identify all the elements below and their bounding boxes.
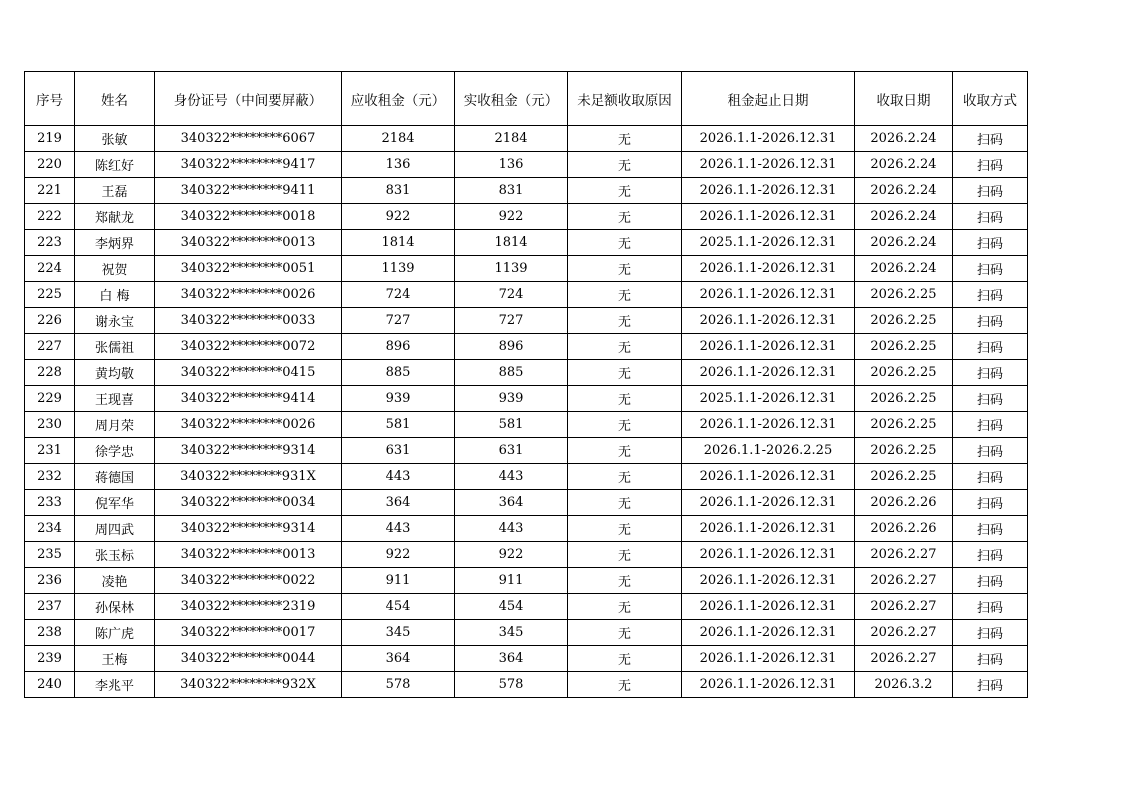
cell-name: 白 梅	[75, 282, 155, 308]
cell-rent-received: 1814	[455, 230, 568, 256]
cell-shortfall-reason: 无	[568, 490, 682, 516]
table-row	[25, 620, 1028, 646]
header-payment-method: 收取方式	[953, 72, 1028, 126]
cell-payment-method: 扫码	[953, 594, 1028, 620]
cell-rent-period: 2026.1.1-2026.12.31	[682, 542, 855, 568]
cell-payment-method: 扫码	[953, 672, 1028, 698]
cell-id-number: 340322********9314	[155, 516, 342, 542]
cell-rent-received: 364	[455, 646, 568, 672]
cell-collection-date: 2026.2.27	[855, 542, 953, 568]
cell-payment-method: 扫码	[953, 646, 1028, 672]
cell-serial-number: 230	[25, 412, 75, 438]
cell-name: 蒋德国	[75, 464, 155, 490]
cell-name: 倪军华	[75, 490, 155, 516]
cell-rent-due: 831	[342, 178, 455, 204]
header-rent-received: 实收租金（元）	[455, 72, 568, 126]
table-row	[25, 386, 1028, 412]
cell-collection-date: 2026.2.24	[855, 256, 953, 282]
cell-name: 凌艳	[75, 568, 155, 594]
header-name: 姓名	[75, 72, 155, 126]
cell-rent-period: 2026.1.1-2026.12.31	[682, 178, 855, 204]
cell-rent-due: 443	[342, 516, 455, 542]
cell-name: 王梅	[75, 646, 155, 672]
table-row	[25, 256, 1028, 282]
cell-serial-number: 232	[25, 464, 75, 490]
cell-id-number: 340322********0017	[155, 620, 342, 646]
cell-rent-received: 443	[455, 464, 568, 490]
table-row	[25, 152, 1028, 178]
cell-rent-received: 454	[455, 594, 568, 620]
table-row	[25, 178, 1028, 204]
table-row	[25, 334, 1028, 360]
cell-payment-method: 扫码	[953, 178, 1028, 204]
cell-shortfall-reason: 无	[568, 542, 682, 568]
table-body	[25, 126, 1028, 698]
cell-rent-due: 896	[342, 334, 455, 360]
cell-shortfall-reason: 无	[568, 412, 682, 438]
cell-rent-received: 911	[455, 568, 568, 594]
cell-rent-due: 922	[342, 204, 455, 230]
cell-serial-number: 224	[25, 256, 75, 282]
cell-payment-method: 扫码	[953, 230, 1028, 256]
cell-payment-method: 扫码	[953, 516, 1028, 542]
table-row	[25, 516, 1028, 542]
table-row	[25, 594, 1028, 620]
cell-rent-received: 727	[455, 308, 568, 334]
header-rent-period: 租金起止日期	[682, 72, 855, 126]
cell-serial-number: 231	[25, 438, 75, 464]
cell-shortfall-reason: 无	[568, 204, 682, 230]
cell-rent-period: 2026.1.1-2026.12.31	[682, 126, 855, 152]
cell-id-number: 340322********931X	[155, 464, 342, 490]
cell-rent-period: 2026.1.1-2026.12.31	[682, 516, 855, 542]
cell-serial-number: 226	[25, 308, 75, 334]
cell-rent-due: 1139	[342, 256, 455, 282]
cell-collection-date: 2026.2.24	[855, 230, 953, 256]
table-row	[25, 126, 1028, 152]
cell-name: 王磊	[75, 178, 155, 204]
cell-name: 周四武	[75, 516, 155, 542]
cell-payment-method: 扫码	[953, 490, 1028, 516]
cell-rent-due: 727	[342, 308, 455, 334]
cell-collection-date: 2026.2.25	[855, 308, 953, 334]
cell-rent-received: 364	[455, 490, 568, 516]
cell-rent-due: 364	[342, 646, 455, 672]
cell-shortfall-reason: 无	[568, 256, 682, 282]
cell-rent-period: 2026.1.1-2026.12.31	[682, 672, 855, 698]
table-row	[25, 204, 1028, 230]
cell-name: 周月荣	[75, 412, 155, 438]
cell-serial-number: 237	[25, 594, 75, 620]
table-row	[25, 282, 1028, 308]
cell-serial-number: 225	[25, 282, 75, 308]
cell-name: 黄均敬	[75, 360, 155, 386]
cell-rent-period: 2026.1.1-2026.12.31	[682, 308, 855, 334]
cell-collection-date: 2026.2.27	[855, 568, 953, 594]
cell-serial-number: 220	[25, 152, 75, 178]
cell-name: 张玉标	[75, 542, 155, 568]
cell-payment-method: 扫码	[953, 152, 1028, 178]
cell-collection-date: 2026.2.26	[855, 516, 953, 542]
cell-rent-due: 885	[342, 360, 455, 386]
cell-rent-due: 364	[342, 490, 455, 516]
cell-rent-period: 2026.1.1-2026.12.31	[682, 204, 855, 230]
table-row	[25, 568, 1028, 594]
cell-rent-period: 2026.1.1-2026.12.31	[682, 282, 855, 308]
cell-shortfall-reason: 无	[568, 334, 682, 360]
cell-payment-method: 扫码	[953, 568, 1028, 594]
cell-name: 郑献龙	[75, 204, 155, 230]
cell-name: 李炳界	[75, 230, 155, 256]
cell-id-number: 340322********0026	[155, 282, 342, 308]
cell-collection-date: 2026.2.24	[855, 204, 953, 230]
cell-serial-number: 233	[25, 490, 75, 516]
cell-id-number: 340322********0415	[155, 360, 342, 386]
cell-collection-date: 2026.2.25	[855, 334, 953, 360]
cell-rent-due: 724	[342, 282, 455, 308]
cell-id-number: 340322********0072	[155, 334, 342, 360]
cell-rent-received: 724	[455, 282, 568, 308]
header-shortfall-reason: 未足额收取原因	[568, 72, 682, 126]
cell-serial-number: 240	[25, 672, 75, 698]
cell-rent-period: 2025.1.1-2026.12.31	[682, 230, 855, 256]
cell-shortfall-reason: 无	[568, 152, 682, 178]
cell-payment-method: 扫码	[953, 464, 1028, 490]
cell-shortfall-reason: 无	[568, 646, 682, 672]
cell-shortfall-reason: 无	[568, 672, 682, 698]
cell-collection-date: 2026.2.25	[855, 464, 953, 490]
cell-name: 孙保林	[75, 594, 155, 620]
cell-id-number: 340322********9414	[155, 386, 342, 412]
cell-rent-received: 136	[455, 152, 568, 178]
cell-rent-due: 922	[342, 542, 455, 568]
cell-collection-date: 2026.2.25	[855, 386, 953, 412]
cell-name: 张儒祖	[75, 334, 155, 360]
cell-serial-number: 223	[25, 230, 75, 256]
cell-name: 徐学忠	[75, 438, 155, 464]
cell-rent-received: 922	[455, 542, 568, 568]
cell-serial-number: 222	[25, 204, 75, 230]
cell-id-number: 340322********0026	[155, 412, 342, 438]
cell-rent-due: 136	[342, 152, 455, 178]
cell-rent-due: 345	[342, 620, 455, 646]
table-row	[25, 490, 1028, 516]
cell-rent-received: 922	[455, 204, 568, 230]
cell-id-number: 340322********0033	[155, 308, 342, 334]
cell-payment-method: 扫码	[953, 126, 1028, 152]
cell-serial-number: 227	[25, 334, 75, 360]
table-row	[25, 230, 1028, 256]
cell-serial-number: 234	[25, 516, 75, 542]
cell-rent-received: 831	[455, 178, 568, 204]
cell-id-number: 340322********0051	[155, 256, 342, 282]
cell-serial-number: 236	[25, 568, 75, 594]
cell-rent-received: 896	[455, 334, 568, 360]
cell-rent-received: 578	[455, 672, 568, 698]
cell-serial-number: 228	[25, 360, 75, 386]
table-row	[25, 360, 1028, 386]
cell-shortfall-reason: 无	[568, 178, 682, 204]
cell-serial-number: 229	[25, 386, 75, 412]
cell-rent-due: 2184	[342, 126, 455, 152]
cell-collection-date: 2026.2.24	[855, 126, 953, 152]
cell-collection-date: 2026.2.27	[855, 620, 953, 646]
cell-id-number: 340322********0044	[155, 646, 342, 672]
cell-shortfall-reason: 无	[568, 126, 682, 152]
cell-rent-due: 443	[342, 464, 455, 490]
table-row	[25, 412, 1028, 438]
cell-rent-period: 2025.1.1-2026.12.31	[682, 386, 855, 412]
cell-rent-due: 581	[342, 412, 455, 438]
cell-name: 陈广虎	[75, 620, 155, 646]
cell-id-number: 340322********9411	[155, 178, 342, 204]
cell-payment-method: 扫码	[953, 360, 1028, 386]
cell-rent-period: 2026.1.1-2026.12.31	[682, 334, 855, 360]
cell-serial-number: 235	[25, 542, 75, 568]
cell-rent-due: 631	[342, 438, 455, 464]
table-row	[25, 438, 1028, 464]
cell-serial-number: 221	[25, 178, 75, 204]
cell-name: 祝贺	[75, 256, 155, 282]
cell-shortfall-reason: 无	[568, 360, 682, 386]
cell-collection-date: 2026.2.27	[855, 646, 953, 672]
cell-payment-method: 扫码	[953, 334, 1028, 360]
cell-rent-due: 578	[342, 672, 455, 698]
cell-rent-period: 2026.1.1-2026.12.31	[682, 412, 855, 438]
cell-id-number: 340322********2319	[155, 594, 342, 620]
cell-id-number: 340322********0018	[155, 204, 342, 230]
cell-payment-method: 扫码	[953, 412, 1028, 438]
cell-rent-period: 2026.1.1-2026.12.31	[682, 256, 855, 282]
cell-rent-period: 2026.1.1-2026.12.31	[682, 646, 855, 672]
cell-rent-period: 2026.1.1-2026.12.31	[682, 594, 855, 620]
cell-payment-method: 扫码	[953, 308, 1028, 334]
cell-collection-date: 2026.2.24	[855, 152, 953, 178]
cell-id-number: 340322********0034	[155, 490, 342, 516]
cell-shortfall-reason: 无	[568, 308, 682, 334]
rent-collection-table	[24, 71, 1028, 698]
cell-shortfall-reason: 无	[568, 594, 682, 620]
cell-id-number: 340322********6067	[155, 126, 342, 152]
cell-rent-period: 2026.1.1-2026.12.31	[682, 464, 855, 490]
cell-shortfall-reason: 无	[568, 568, 682, 594]
cell-payment-method: 扫码	[953, 542, 1028, 568]
header-serial-number: 序号	[25, 72, 75, 126]
cell-collection-date: 2026.2.26	[855, 490, 953, 516]
cell-rent-period: 2026.1.1-2026.12.31	[682, 568, 855, 594]
cell-rent-received: 345	[455, 620, 568, 646]
cell-rent-received: 631	[455, 438, 568, 464]
table-row	[25, 464, 1028, 490]
cell-id-number: 340322********0022	[155, 568, 342, 594]
cell-rent-period: 2026.1.1-2026.2.25	[682, 438, 855, 464]
cell-id-number: 340322********0013	[155, 230, 342, 256]
cell-payment-method: 扫码	[953, 386, 1028, 412]
cell-serial-number: 238	[25, 620, 75, 646]
cell-rent-due: 454	[342, 594, 455, 620]
cell-rent-period: 2026.1.1-2026.12.31	[682, 152, 855, 178]
cell-rent-received: 443	[455, 516, 568, 542]
cell-rent-received: 939	[455, 386, 568, 412]
cell-rent-due: 939	[342, 386, 455, 412]
cell-rent-received: 581	[455, 412, 568, 438]
table-row	[25, 308, 1028, 334]
cell-payment-method: 扫码	[953, 256, 1028, 282]
cell-name: 张敏	[75, 126, 155, 152]
cell-rent-received: 1139	[455, 256, 568, 282]
cell-collection-date: 2026.2.24	[855, 178, 953, 204]
table-row	[25, 542, 1028, 568]
cell-id-number: 340322********0013	[155, 542, 342, 568]
cell-shortfall-reason: 无	[568, 438, 682, 464]
cell-collection-date: 2026.2.25	[855, 360, 953, 386]
cell-collection-date: 2026.2.25	[855, 282, 953, 308]
cell-shortfall-reason: 无	[568, 620, 682, 646]
cell-rent-period: 2026.1.1-2026.12.31	[682, 490, 855, 516]
cell-id-number: 340322********932X	[155, 672, 342, 698]
cell-id-number: 340322********9417	[155, 152, 342, 178]
cell-rent-due: 1814	[342, 230, 455, 256]
cell-collection-date: 2026.2.25	[855, 412, 953, 438]
cell-collection-date: 2026.2.27	[855, 594, 953, 620]
cell-shortfall-reason: 无	[568, 464, 682, 490]
cell-rent-period: 2026.1.1-2026.12.31	[682, 360, 855, 386]
table-row	[25, 646, 1028, 672]
cell-shortfall-reason: 无	[568, 282, 682, 308]
cell-name: 王现喜	[75, 386, 155, 412]
cell-rent-received: 2184	[455, 126, 568, 152]
cell-collection-date: 2026.2.25	[855, 438, 953, 464]
table-row	[25, 672, 1028, 698]
cell-name: 谢永宝	[75, 308, 155, 334]
table-header-row	[25, 72, 1028, 126]
cell-shortfall-reason: 无	[568, 230, 682, 256]
cell-shortfall-reason: 无	[568, 386, 682, 412]
cell-rent-period: 2026.1.1-2026.12.31	[682, 620, 855, 646]
cell-id-number: 340322********9314	[155, 438, 342, 464]
cell-payment-method: 扫码	[953, 438, 1028, 464]
header-collection-date: 收取日期	[855, 72, 953, 126]
cell-collection-date: 2026.3.2	[855, 672, 953, 698]
cell-rent-received: 885	[455, 360, 568, 386]
cell-name: 陈红好	[75, 152, 155, 178]
cell-payment-method: 扫码	[953, 620, 1028, 646]
cell-serial-number: 219	[25, 126, 75, 152]
cell-serial-number: 239	[25, 646, 75, 672]
cell-payment-method: 扫码	[953, 282, 1028, 308]
header-rent-due: 应收租金（元）	[342, 72, 455, 126]
cell-shortfall-reason: 无	[568, 516, 682, 542]
cell-name: 李兆平	[75, 672, 155, 698]
header-id-number: 身份证号（中间要屏蔽）	[155, 72, 342, 126]
cell-payment-method: 扫码	[953, 204, 1028, 230]
cell-rent-due: 911	[342, 568, 455, 594]
